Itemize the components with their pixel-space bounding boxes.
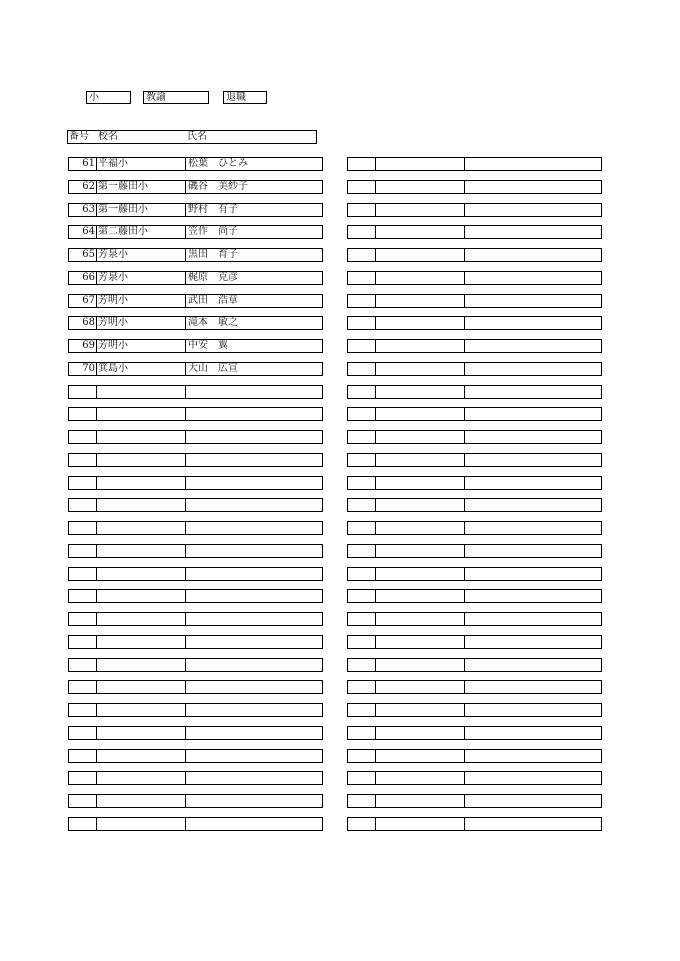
table-row-right bbox=[347, 316, 602, 330]
school-name-cell bbox=[97, 727, 186, 739]
row-number-cell bbox=[348, 363, 376, 375]
school-name-cell bbox=[97, 636, 186, 648]
row-number-cell bbox=[348, 795, 376, 807]
table-row-left bbox=[68, 567, 323, 581]
school-name-cell bbox=[376, 795, 465, 807]
row-number-cell bbox=[69, 750, 97, 762]
school-name-cell bbox=[97, 386, 186, 398]
school-name-cell bbox=[376, 386, 465, 398]
school-name-cell bbox=[376, 613, 465, 625]
person-name-cell bbox=[465, 363, 601, 375]
table-row-right bbox=[347, 248, 602, 262]
table-row-right bbox=[347, 339, 602, 353]
row-number-cell bbox=[348, 659, 376, 671]
row-number-cell bbox=[348, 477, 376, 489]
person-name-cell bbox=[465, 181, 601, 193]
table-row-right bbox=[347, 407, 602, 421]
school-name-cell bbox=[376, 750, 465, 762]
row-number-cell bbox=[348, 522, 376, 534]
row-number-cell bbox=[348, 727, 376, 739]
school-name-cell bbox=[376, 727, 465, 739]
table-row-left bbox=[68, 817, 323, 831]
row-number-cell bbox=[348, 818, 376, 830]
school-name-cell bbox=[97, 681, 186, 693]
table-row-right bbox=[347, 794, 602, 808]
school-name-cell bbox=[97, 545, 186, 557]
row-number-cell bbox=[348, 272, 376, 284]
school-name-cell bbox=[376, 295, 465, 307]
person-name-cell: 磯谷 美紗子 bbox=[188, 181, 248, 192]
row-number-cell: 65 bbox=[69, 249, 97, 261]
person-name-cell bbox=[186, 636, 322, 648]
table-row-right bbox=[347, 589, 602, 603]
school-name-cell bbox=[376, 681, 465, 693]
table-row-right bbox=[347, 203, 602, 217]
row-number-cell: 61 bbox=[69, 158, 97, 170]
column-header-number: 番号 bbox=[69, 131, 89, 142]
person-name-cell bbox=[186, 681, 322, 693]
table-row-left bbox=[68, 612, 323, 626]
person-name-cell bbox=[465, 613, 601, 625]
school-name-cell bbox=[376, 704, 465, 716]
table-row-left bbox=[68, 362, 323, 376]
row-number-cell: 67 bbox=[69, 295, 97, 307]
position-value: 教諭 bbox=[146, 92, 166, 103]
person-name-cell bbox=[465, 568, 601, 580]
table-row-left bbox=[68, 294, 323, 308]
row-number-cell bbox=[348, 317, 376, 329]
row-number-cell bbox=[69, 568, 97, 580]
table-row-right bbox=[347, 498, 602, 512]
table-row-right bbox=[347, 271, 602, 285]
school-name-cell: 平福小 bbox=[97, 158, 186, 170]
school-name-cell bbox=[376, 272, 465, 284]
table-row-left bbox=[68, 453, 323, 467]
table-row-right bbox=[347, 612, 602, 626]
row-number-cell bbox=[348, 772, 376, 784]
school-name-cell: 箕島小 bbox=[97, 363, 186, 375]
row-number-cell bbox=[348, 636, 376, 648]
person-name-cell bbox=[186, 795, 322, 807]
row-number-cell bbox=[348, 499, 376, 511]
table-row-left bbox=[68, 703, 323, 717]
table-row-left bbox=[68, 726, 323, 740]
school-name-cell: 第一藤田小 bbox=[97, 204, 186, 216]
person-name-cell bbox=[186, 727, 322, 739]
row-number-cell bbox=[69, 590, 97, 602]
person-name-cell bbox=[186, 750, 322, 762]
school-name-cell bbox=[376, 499, 465, 511]
school-name-cell: 第二藤田小 bbox=[97, 226, 186, 238]
school-name-cell: 芳明小 bbox=[97, 295, 186, 307]
person-name-cell bbox=[186, 499, 322, 511]
column-header-school: 校名 bbox=[98, 131, 118, 142]
row-number-cell bbox=[69, 454, 97, 466]
column-header-name: 氏名 bbox=[187, 131, 207, 142]
person-name-cell bbox=[465, 477, 601, 489]
school-name-cell bbox=[376, 408, 465, 420]
school-name-cell bbox=[97, 750, 186, 762]
row-number-cell: 63 bbox=[69, 204, 97, 216]
row-number-cell bbox=[348, 431, 376, 443]
school-name-cell bbox=[376, 568, 465, 580]
row-number-cell bbox=[348, 568, 376, 580]
school-name-cell bbox=[97, 431, 186, 443]
row-number-cell bbox=[348, 750, 376, 762]
row-number-cell: 66 bbox=[69, 272, 97, 284]
position-box bbox=[143, 91, 209, 104]
school-name-cell bbox=[376, 340, 465, 352]
school-name-cell bbox=[376, 249, 465, 261]
row-number-cell bbox=[348, 545, 376, 557]
person-name-cell: 野村 有子 bbox=[188, 204, 238, 215]
table-row-right bbox=[347, 567, 602, 581]
person-name-cell: 大山 広宣 bbox=[188, 363, 238, 374]
school-name-cell: 芳泉小 bbox=[97, 272, 186, 284]
table-row-left bbox=[68, 407, 323, 421]
row-number-cell bbox=[348, 249, 376, 261]
school-name-cell bbox=[376, 636, 465, 648]
table-row-right bbox=[347, 157, 602, 171]
school-name-cell: 芳泉小 bbox=[97, 249, 186, 261]
row-number-cell: 69 bbox=[69, 340, 97, 352]
person-name-cell bbox=[465, 431, 601, 443]
person-name-cell bbox=[465, 386, 601, 398]
table-row-right bbox=[347, 703, 602, 717]
row-number-cell bbox=[348, 340, 376, 352]
school-name-cell bbox=[97, 454, 186, 466]
person-name-cell bbox=[465, 681, 601, 693]
table-row-right bbox=[347, 180, 602, 194]
person-name-cell bbox=[186, 704, 322, 716]
row-number-cell: 68 bbox=[69, 317, 97, 329]
table-row-left bbox=[68, 544, 323, 558]
row-number-cell bbox=[348, 295, 376, 307]
person-name-cell bbox=[465, 272, 601, 284]
table-row-left bbox=[68, 749, 323, 763]
table-row-right bbox=[347, 225, 602, 239]
row-number-cell bbox=[69, 431, 97, 443]
row-number-cell bbox=[69, 613, 97, 625]
school-name-cell bbox=[376, 522, 465, 534]
row-number-cell bbox=[348, 204, 376, 216]
person-name-cell bbox=[186, 659, 322, 671]
school-type-value: 小 bbox=[89, 92, 99, 103]
person-name-cell bbox=[186, 522, 322, 534]
row-number-cell bbox=[69, 681, 97, 693]
school-name-cell bbox=[97, 613, 186, 625]
row-number-cell bbox=[69, 727, 97, 739]
row-number-cell bbox=[69, 477, 97, 489]
school-name-cell bbox=[376, 181, 465, 193]
school-name-cell bbox=[97, 499, 186, 511]
school-name-cell bbox=[376, 317, 465, 329]
school-name-cell bbox=[376, 431, 465, 443]
table-row-left bbox=[68, 180, 323, 194]
row-number-cell bbox=[69, 659, 97, 671]
row-number-cell: 62 bbox=[69, 181, 97, 193]
person-name-cell: 滝本 敏之 bbox=[188, 317, 238, 328]
row-number-cell: 64 bbox=[69, 226, 97, 238]
table-row-right bbox=[347, 544, 602, 558]
person-name-cell bbox=[186, 454, 322, 466]
table-row-right bbox=[347, 771, 602, 785]
table-row-left bbox=[68, 589, 323, 603]
row-number-cell bbox=[348, 454, 376, 466]
person-name-cell bbox=[465, 545, 601, 557]
table-row-right bbox=[347, 430, 602, 444]
school-name-cell: 芳明小 bbox=[97, 317, 186, 329]
table-row-right bbox=[347, 521, 602, 535]
person-name-cell bbox=[465, 408, 601, 420]
person-name-cell bbox=[186, 613, 322, 625]
row-number-cell bbox=[348, 681, 376, 693]
person-name-cell bbox=[465, 704, 601, 716]
row-number-cell bbox=[69, 818, 97, 830]
row-number-cell bbox=[348, 590, 376, 602]
person-name-cell bbox=[465, 772, 601, 784]
person-name-cell bbox=[465, 158, 601, 170]
school-name-cell bbox=[97, 659, 186, 671]
person-name-cell: 松葉 ひとみ bbox=[188, 158, 248, 169]
row-number-cell bbox=[348, 181, 376, 193]
person-name-cell bbox=[186, 408, 322, 420]
person-name-cell bbox=[186, 386, 322, 398]
person-name-cell bbox=[465, 636, 601, 648]
school-name-cell bbox=[97, 818, 186, 830]
table-row-left bbox=[68, 203, 323, 217]
table-row-right bbox=[347, 726, 602, 740]
person-name-cell bbox=[465, 795, 601, 807]
table-row-left bbox=[68, 680, 323, 694]
person-name-cell: 笠作 尚子 bbox=[188, 226, 238, 237]
table-row-left bbox=[68, 157, 323, 171]
person-name-cell: 黒田 育子 bbox=[188, 249, 238, 260]
row-number-cell bbox=[348, 386, 376, 398]
person-name-cell bbox=[465, 454, 601, 466]
person-name-cell bbox=[465, 750, 601, 762]
row-number-cell bbox=[69, 522, 97, 534]
person-name-cell bbox=[186, 477, 322, 489]
person-name-cell bbox=[465, 317, 601, 329]
person-name-cell: 武田 浩章 bbox=[188, 295, 238, 306]
school-name-cell bbox=[376, 659, 465, 671]
school-name-cell bbox=[376, 590, 465, 602]
table-row-left bbox=[68, 225, 323, 239]
table-row-right bbox=[347, 635, 602, 649]
row-number-cell bbox=[69, 795, 97, 807]
school-name-cell bbox=[376, 545, 465, 557]
school-name-cell bbox=[97, 568, 186, 580]
table-row-left bbox=[68, 248, 323, 262]
row-number-cell bbox=[69, 386, 97, 398]
person-name-cell bbox=[186, 568, 322, 580]
school-name-cell bbox=[376, 158, 465, 170]
table-row-left bbox=[68, 794, 323, 808]
table-row-left bbox=[68, 316, 323, 330]
table-row-left bbox=[68, 658, 323, 672]
person-name-cell bbox=[465, 590, 601, 602]
person-name-cell bbox=[465, 295, 601, 307]
person-name-cell bbox=[465, 659, 601, 671]
column-header bbox=[67, 130, 317, 144]
row-number-cell bbox=[348, 408, 376, 420]
person-name-cell bbox=[186, 431, 322, 443]
school-name-cell bbox=[376, 477, 465, 489]
person-name-cell bbox=[186, 772, 322, 784]
row-number-cell bbox=[348, 158, 376, 170]
school-name-cell bbox=[376, 363, 465, 375]
row-number-cell bbox=[69, 408, 97, 420]
table-row-left bbox=[68, 385, 323, 399]
table-row-left bbox=[68, 635, 323, 649]
school-type-box bbox=[86, 91, 131, 104]
school-name-cell: 第一藤田小 bbox=[97, 181, 186, 193]
person-name-cell bbox=[465, 249, 601, 261]
row-number-cell bbox=[69, 636, 97, 648]
table-row-left bbox=[68, 476, 323, 490]
table-row-right bbox=[347, 294, 602, 308]
person-name-cell bbox=[186, 590, 322, 602]
table-row-right bbox=[347, 817, 602, 831]
school-name-cell bbox=[376, 226, 465, 238]
table-row-left bbox=[68, 430, 323, 444]
school-name-cell bbox=[97, 795, 186, 807]
school-name-cell bbox=[97, 772, 186, 784]
person-name-cell bbox=[186, 545, 322, 557]
table-row-right bbox=[347, 658, 602, 672]
table-row-right bbox=[347, 362, 602, 376]
person-name-cell bbox=[465, 204, 601, 216]
row-number-cell bbox=[348, 226, 376, 238]
row-number-cell bbox=[69, 545, 97, 557]
status-value: 退職 bbox=[226, 92, 246, 103]
row-number-cell bbox=[348, 613, 376, 625]
school-name-cell bbox=[97, 590, 186, 602]
table-row-left bbox=[68, 771, 323, 785]
school-name-cell bbox=[97, 408, 186, 420]
table-row-right bbox=[347, 749, 602, 763]
person-name-cell bbox=[465, 818, 601, 830]
row-number-cell bbox=[69, 704, 97, 716]
school-name-cell bbox=[97, 477, 186, 489]
row-number-cell bbox=[348, 704, 376, 716]
school-name-cell bbox=[376, 818, 465, 830]
table-row-right bbox=[347, 453, 602, 467]
table-row-right bbox=[347, 680, 602, 694]
person-name-cell bbox=[465, 522, 601, 534]
school-name-cell: 芳明小 bbox=[97, 340, 186, 352]
person-name-cell bbox=[465, 499, 601, 511]
person-name-cell: 梶原 克彦 bbox=[188, 272, 238, 283]
school-name-cell bbox=[376, 454, 465, 466]
table-row-left bbox=[68, 498, 323, 512]
school-name-cell bbox=[376, 772, 465, 784]
table-row-left bbox=[68, 271, 323, 285]
person-name-cell bbox=[186, 818, 322, 830]
table-row-left bbox=[68, 521, 323, 535]
table-row-right bbox=[347, 476, 602, 490]
person-name-cell bbox=[465, 727, 601, 739]
person-name-cell: 中安 翼 bbox=[188, 340, 228, 351]
person-name-cell bbox=[465, 226, 601, 238]
table-row-right bbox=[347, 385, 602, 399]
table-row-left bbox=[68, 339, 323, 353]
row-number-cell: 70 bbox=[69, 363, 97, 375]
status-box bbox=[223, 91, 267, 104]
school-name-cell bbox=[97, 704, 186, 716]
person-name-cell bbox=[465, 340, 601, 352]
school-name-cell bbox=[97, 522, 186, 534]
school-name-cell bbox=[376, 204, 465, 216]
row-number-cell bbox=[69, 499, 97, 511]
row-number-cell bbox=[69, 772, 97, 784]
